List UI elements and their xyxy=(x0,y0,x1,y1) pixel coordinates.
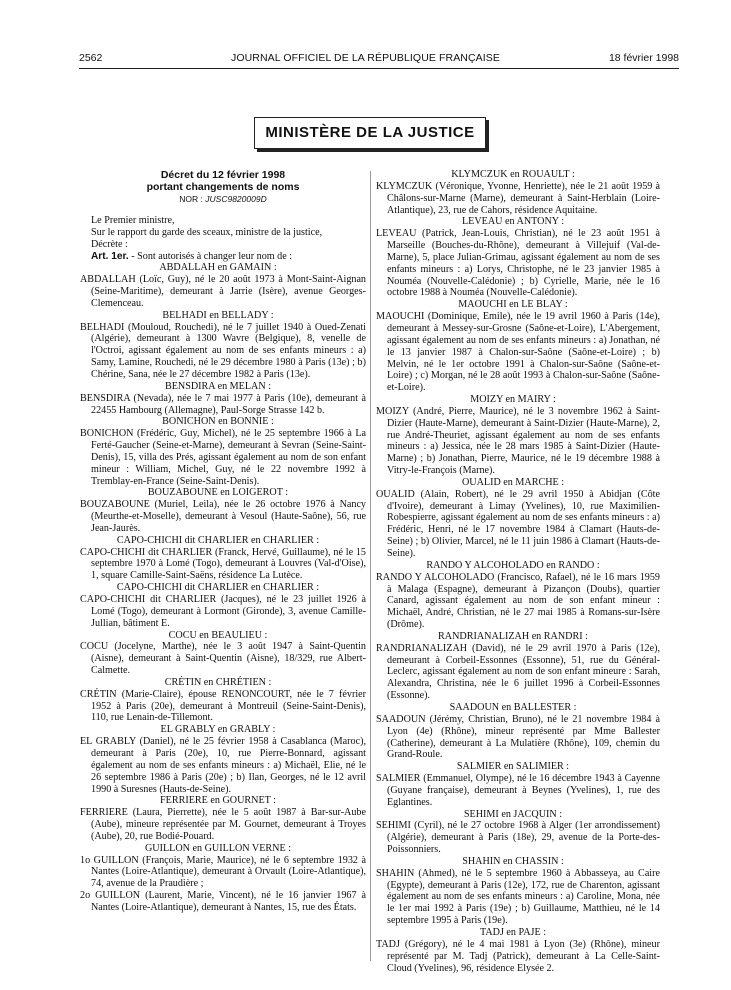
intro-line-2: Sur le rapport du garde des sceaux, ministre de la justice, xyxy=(91,226,323,238)
name-change-entry: RANDO Y ALCOHOLADO (Francisco, Rafael), né le 16 mars 1959 à Malaga (Espagne), demeurant à Pizançon (Doubs), quartier Canard, agissant également au nom de son enfant mineur : Michaël, André, Christian, né le 27 mai 1985 à Romans-sur-Isère (Drôme). xyxy=(376,571,660,631)
name-change-entry: TADJ (Grégory), né le 4 mai 1981 à Lyon (3e) (Rhône), mineur représenté par M. Tadj (Patrick), demeurant à La Celle-Saint-Cloud (Yvelines), 96, résidence Elysée 2. xyxy=(376,938,660,974)
name-change-entry: LEVEAU (Patrick, Jean-Louis, Christian), né le 23 août 1951 à Marseille (Bouches-du-Rhône), demeurant à Villejuif (Val-de-Marne), 5, place Julian-Grimau, agissant également au nom de ses enfants mineurs : a) Lorys, Christophe, né le 23 janvier 1985 à Nouméa (Nouvelle-Calédonie) ; b) Cyrielle, Marie, née le 16 octobre 1988 à Nouméa (Nouvelle-Calédonie). xyxy=(376,228,660,299)
page-number: 2562 xyxy=(79,52,103,64)
name-change-heading: MAOUCHI en LE BLAY : xyxy=(458,299,568,311)
decrete-line: Décrète : xyxy=(91,238,128,250)
issue-date: 18 février 1998 xyxy=(608,52,679,64)
name-change-heading: TADJ en PAJE : xyxy=(479,927,547,938)
name-change-heading: SALMIER en SALIMIER : xyxy=(456,761,570,773)
name-change-entry: CAPO-CHICHI dit CHARLIER (Franck, Hervé, Guillaume), né le 15 septembre 1970 à Lomé (Togo), demeurant à Louvres (Val-d'Oise), 1, square Camille-Saint-Saëns, résidence La Lutèce. xyxy=(80,546,366,582)
left-column xyxy=(80,169,366,914)
nor-value: JUSC9820009D xyxy=(205,194,267,204)
name-change-entry: MAOUCHI (Dominique, Emile), née le 19 avril 1960 à Paris (14e), demeurant à Messey-sur-Grosne (Saône-et-Loire), L'Abergement, agissant également au nom de ses enfants mineurs : a) Jonathan, né le 13 janvier 1987 à Chalon-sur-Saône (Saône-et-Loire) ; b) Melvin, né le 1er octobre 1991 à Chalon-sur-Saône (Saône-et-Loire) ; c) Morgan, né le 28 août 1993 à Chalon-sur-Saône (Saône-et-Loire). xyxy=(376,311,660,394)
name-change-heading: LEVEAU en ANTONY : xyxy=(461,216,565,228)
name-change-entry: BENSDIRA (Nevada), née le 7 mai 1977 à Paris (10e), demeurant à 22455 Hambourg (Allemagne), Paul-Sorge Strasse 142 b. xyxy=(80,392,366,416)
name-change-heading: SAADOUN en BALLESTER : xyxy=(449,701,577,713)
name-change-heading: SEHIMI en JACQUIN : xyxy=(463,808,563,820)
name-change-entry: CAPO-CHICHI dit CHARLIER (Jacques), né le 23 juillet 1926 à Lomé (Togo), demeurant à Lormont (Gironde), 3, avenue Camille-Jullian, bâtiment E. xyxy=(80,594,366,629)
name-change-entry: KLYMCZUK (Véronique, Yvonne, Henriette), née le 21 août 1959 à Châlons-sur-Marne (Marne), demeurant à Saint-Herblain (Loire-Atlantique), 23, rue de Cahors, résidence Aquitaine. xyxy=(376,180,660,216)
name-change-entry: SHAHIN (Ahmed), né le 5 septembre 1960 à Abbasseya, au Caire (Egypte), demeurant à Paris (12e), 172, rue de Charenton, agissant également au nom de ses enfants mineurs : a) Caroline, Mona, née le 1er mai 1992 à Paris (19e) ; b) Guillaume, Matthieu, né le 14 septembre 1995 à Paris (19e). xyxy=(376,867,660,927)
name-change-entry: FERRIERE (Laura, Pierrette), née le 5 août 1987 à Bar-sur-Aube (Aube), mineure représentée par M. Gournet, demeurant à Troyes (Aube), 20, rue Bodié-Pouard. xyxy=(80,807,366,842)
name-change-entry: BOUZABOUNE (Muriel, Leila), née le 26 octobre 1976 à Nancy (Meurthe-et-Moselle), demeurant à Vesoul (Haute-Saône), 56, rue Jean-Jaurès. xyxy=(80,499,366,534)
name-change-entry: COCU (Jocelyne, Marthe), née le 3 août 1947 à Saint-Quentin (Aisne), demeurant à Saint-Quentin (Aisne), 18/329, rue Albert-Calmette. xyxy=(80,641,366,677)
name-change-heading: BENSDIRA en MELAN : xyxy=(164,380,272,392)
name-change-entry: EL GRABLY (Daniel), né le 25 février 1958 à Casablanca (Maroc), demeurant à Paris (20e), 10, rue Pierre-Bonnard, agissant également au nom de ses enfants mineurs : a) Michaël, Elie, né le 26 septembre 1986 à Paris (20e) ; b) Ilan, Georges, né le 12 avril 1990 à Suresnes (Hauts-de-Seine). xyxy=(80,736,366,795)
name-change-heading: ABDALLAH en GAMAIN : xyxy=(159,262,277,274)
page-header xyxy=(0,52,731,68)
name-change-heading: SHAHIN en CHASSIN : xyxy=(462,855,564,867)
name-change-entry: SALMIER (Emmanuel, Olympe), né le 16 décembre 1943 à Cayenne (Guyane française), demeurant à Beynes (Yvelines), 1, rue des Eglantines. xyxy=(376,773,660,808)
journal-title: JOURNAL OFFICIEL DE LA RÉPUBLIQUE FRANÇAISE xyxy=(231,52,500,64)
article-label: Art. 1er. xyxy=(91,250,129,262)
name-change-heading: FERRIERE en GOURNET : xyxy=(160,795,276,807)
name-change-heading: RANDO Y ALCOHOLADO en RANDO : xyxy=(426,559,600,571)
nor-reference xyxy=(80,193,366,205)
name-change-entry: MOIZY (André, Pierre, Maurice), né le 3 novembre 1962 à Saint-Dizier (Haute-Marne), demeurant à Saint-Dizier (Haute-Marne), 2, rue André-Theuriet, agissant également au nom de ses enfants mineurs : a) Jessica, née le 28 mars 1985 à Saint-Dizier (Haute-Marne) ; b) Jonathan, Pierre, Maurice, né le 19 décembre 1988 à Vitry-le-François (Marne). xyxy=(376,405,660,477)
name-change-heading: BOUZABOUNE en LOIGEROT : xyxy=(147,487,289,499)
name-change-entry: 1o GUILLON (François, Marie, Maurice), né le 6 septembre 1932 à Nantes (Loire-Atlantique), demeurant à Orvault (Loire-Atlantique), 74, avenue de la Praudière ; xyxy=(80,854,366,890)
name-change-heading: BELHADI en BELLADY : xyxy=(162,309,274,321)
name-change-heading: COCU en BEAULIEU : xyxy=(168,629,268,641)
decree-title: Décret du 12 février 1998 xyxy=(160,169,286,181)
right-column xyxy=(376,169,660,974)
name-change-entry: SAADOUN (Jérémy, Christian, Bruno), né le 21 novembre 1984 à Lyon (4e) (Rhône), mineur représenté par Mme Ballester (Catherine), demeurant à La Mulatière (Rhône), 109, chemin du Grand-Roule. xyxy=(376,713,660,761)
decree-subtitle: portant changements de noms xyxy=(146,181,300,193)
name-change-heading: EL GRABLY en GRABLY : xyxy=(160,724,276,736)
name-change-heading: CAPO-CHICHI dit CHARLIER en CHARLIER : xyxy=(116,534,320,546)
right-entries xyxy=(376,169,660,974)
name-change-heading: BONICHON en BONNIE : xyxy=(162,416,274,428)
name-change-heading: MOIZY en MAIRY : xyxy=(470,394,556,406)
name-change-entry: SEHIMI (Cyril), né le 27 octobre 1968 à Alger (1er arrondissement) (Algérie), demeurant à Paris (18e), 29, avenue de la Porte-des-Poissonniers. xyxy=(376,820,660,856)
name-change-entry: OUALID (Alain, Robert), né le 29 avril 1950 à Abidjan (Côte d'Ivoire), demeurant à Limay (Yvelines), 10, rue Maximilien-Robespierre, agissant également au nom de ses enfants mineurs : a) Frédéric, Henri, né le 17 novembre 1984 à Clamart (Hauts-de-Seine) ; b) Olivier, Marcel, né le 11 juin 1986 à Clamart (Hauts-de-Seine). xyxy=(376,488,661,559)
name-change-heading: KLYMCZUK en ROUAULT : xyxy=(451,169,575,180)
name-change-entry: CRÉTIN (Marie-Claire), épouse RENONCOURT, née le 7 février 1952 à Paris (20e), demeurant à Montreuil (Seine-Saint-Denis), 110, rue Lenain-de-Tillemont. xyxy=(80,688,366,724)
left-entries xyxy=(80,262,366,913)
name-change-entry: BELHADI (Mouloud, Rouchedi), né le 7 juillet 1940 à Oued-Zenati (Algérie), demeurant à 1300 Wavre (Belgique), 8, venelle de l'Octroi, agissant également au nom de ses enfants mineurs : a) Samy, Lamine, Rouchedi, né le 29 décembre 1980 à Paris (13e) ; b) Chérine, Sana, née le 27 décembre 1982 à Paris (13e). xyxy=(80,321,366,380)
column-divider xyxy=(370,171,371,961)
name-change-entry: 2o GUILLON (Laurent, Marie, Vincent), né le 16 janvier 1967 à Nantes (Loire-Atlantique), demeurant à Nantes, 15, rue des États. xyxy=(80,890,366,913)
name-change-heading: CAPO-CHICHI dit CHARLIER en CHARLIER : xyxy=(116,582,320,594)
header-rule xyxy=(79,68,679,69)
article-1 xyxy=(80,251,366,263)
name-change-heading: GUILLON en GUILLON VERNE : xyxy=(144,842,292,854)
ministry-box xyxy=(254,117,486,149)
ministry-title: MINISTÈRE DE LA JUSTICE xyxy=(265,124,475,141)
intro-line-1: Le Premier ministre, xyxy=(91,215,175,226)
article-text: - Sont autorisés à changer leur nom de : xyxy=(128,250,293,262)
name-change-entry: RANDRIANALIZAH (David), né le 29 avril 1970 à Paris (12e), demeurant à Corbeil-Essonnes (Essonne), 51, rue du Général-Leclerc, agissant également au nom de son enfant mineure : Sarah, Alexandra, Christina, née le 6 juillet 1996 à Corbeil-Essonnes (Essonne). xyxy=(376,642,660,702)
nor-label: NOR : xyxy=(179,194,203,204)
name-change-entry: BONICHON (Frédéric, Guy, Michel), né le 25 septembre 1966 à La Ferté-Gaucher (Seine-et-Marne), demeurant à Sevran (Seine-Saint-Denis), 15, villa des Prés, agissant également au nom de son enfant mineur : William, Michel, Guy, né le 22 novembre 1992 à Tremblay-en-France (Seine-Saint-Denis). xyxy=(80,428,366,487)
name-change-heading: CRÉTIN en CHRÉTIEN : xyxy=(164,676,272,688)
name-change-heading: RANDRIANALIZAH en RANDRI : xyxy=(438,630,588,642)
name-change-entry: ABDALLAH (Loïc, Guy), né le 20 août 1973 à Mont-Saint-Aignan (Seine-Maritime), demeurant à Jarrie (Isère), avenue Georges-Clemenceau. xyxy=(80,274,366,309)
name-change-heading: OUALID en MARCHE : xyxy=(461,476,565,488)
